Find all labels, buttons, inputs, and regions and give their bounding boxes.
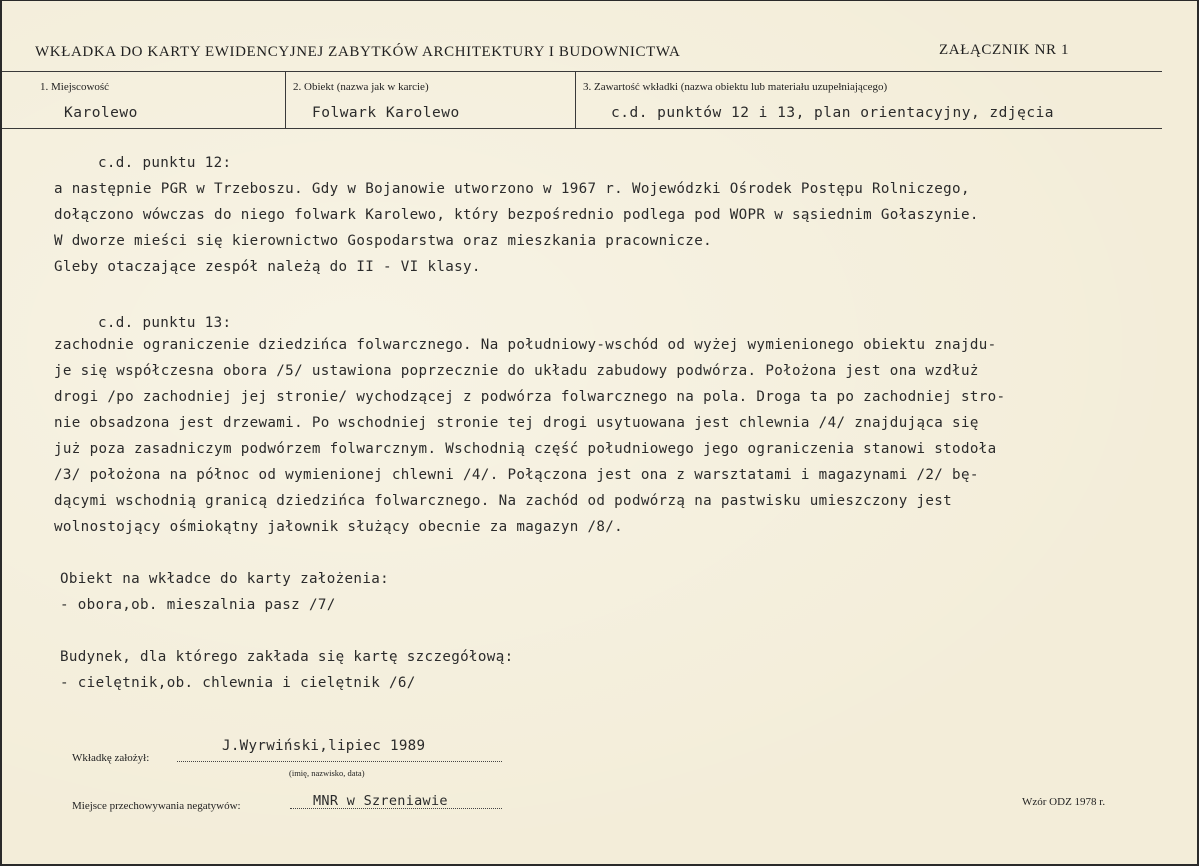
body-line: zachodnie ograniczenie dziedzińca folwarcznego. Na południowy-wschód od wyżej wymienionego obiektu znajdu- (54, 337, 997, 353)
field-divider-2 (575, 72, 576, 128)
body-line: Obiekt na wkładce do karty założenia: (60, 571, 389, 587)
section-heading-12: c.d. punktu 12: (98, 155, 232, 171)
body-line: /3/ położona na północ od wymienionej chlewni /4/. Połączona jest ona z warsztatami i magazynami /2/ bę- (54, 467, 979, 483)
body-line: wolnostojący ośmiokątny jałownik służący obecnie za magazyn /8/. (54, 519, 624, 535)
header-rule-bottom (2, 128, 1162, 129)
body-line: a następnie PGR w Trzeboszu. Gdy w Bojanowie utworzono w 1967 r. Wojewódzki Ośrodek Postępu Rolniczego, (54, 181, 970, 197)
contents-value: c.d. punktów 12 i 13, plan orientacyjny, zdjęcia (611, 105, 1055, 121)
created-by-hint: (imię, nazwisko, data) (289, 768, 365, 778)
body-line: dołączono wówczas do niego folwark Karolewo, który bezpośrednio podlega pod WOPR w sąsiednim Gołaszynie. (54, 207, 979, 223)
locality-value: Karolewo (64, 105, 138, 121)
body-line: je się współczesna obora /5/ ustawiona poprzecznie do układu zabudowy podwórza. Położona jest ona wzdłuż (54, 363, 979, 379)
form-code: Wzór ODZ 1978 r. (1022, 796, 1106, 808)
object-label: 2. Obiekt (nazwa jak w karcie) (293, 81, 429, 93)
field-divider-1 (285, 72, 286, 128)
attachment-number: ZAŁĄCZNIK NR 1 (939, 42, 1070, 58)
body-line: nie obsadzona jest drzewami. Po wschodniej stronie tej drogi usytuowana jest chlewnia /4/ znajdująca się (54, 415, 979, 431)
object-value: Folwark Karolewo (312, 105, 460, 121)
body-line: Gleby otaczające zespół należą do II - VI klasy. (54, 259, 481, 275)
created-by-value: J.Wyrwiński,lipiec 1989 (222, 738, 426, 754)
section-heading-13: c.d. punktu 13: (98, 315, 232, 331)
negatives-value: MNR w Szreniawie (313, 793, 448, 809)
negatives-line (290, 808, 502, 809)
record-card (2, 1, 1197, 864)
body-line: W dworze mieści się kierownictwo Gospodarstwa oraz mieszkania pracownicze. (54, 233, 712, 249)
body-line: już poza zasadniczym podwórzem folwarcznym. Wschodnią część południowego jego ograniczenia stanowi stodoła (54, 441, 997, 457)
created-by-label: Wkładkę założył: (72, 752, 150, 764)
header-rule-top (2, 71, 1162, 72)
created-by-line (177, 761, 502, 762)
card-title: WKŁADKA DO KARTY EWIDENCYJNEJ ZABYTKÓW ARCHITEKTURY I BUDOWNICTWA (35, 44, 681, 60)
negatives-label: Miejsce przechowywania negatywów: (72, 800, 241, 812)
contents-label: 3. Zawartość wkładki (nazwa obiektu lub materiału uzupełniającego) (583, 81, 888, 93)
body-line: Budynek, dla którego zakłada się kartę szczegółową: (60, 649, 514, 665)
body-line: - cielętnik,ob. chlewnia i cielętnik /6/ (60, 675, 416, 691)
body-line: drogi /po zachodniej jej stronie/ wychodzącej z podwórza folwarcznego na pola. Droga ta po zachodniej stro- (54, 389, 1006, 405)
locality-label: 1. Miejscowość (40, 81, 110, 93)
body-line: - obora,ob. mieszalnia pasz /7/ (60, 597, 336, 613)
body-line: dącymi wschodnią granicą dziedzińca folwarcznego. Na zachód od podwórzą na pastwisku umieszczony jest (54, 493, 953, 509)
